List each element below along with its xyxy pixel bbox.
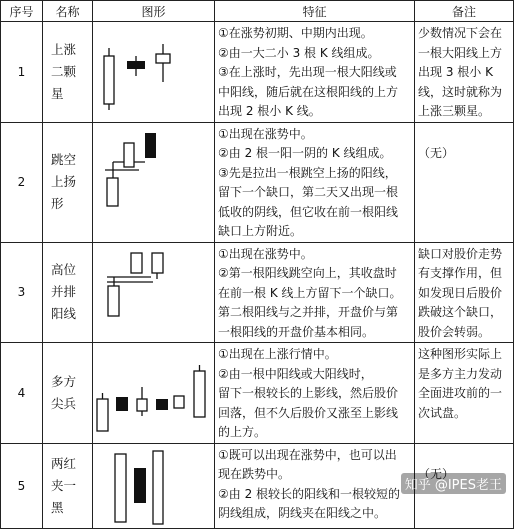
pattern-name [43, 343, 93, 444]
row-number: 5 [1, 443, 43, 528]
pattern-features [215, 443, 415, 528]
watermark: 知乎 @IPES老王 [401, 473, 506, 494]
pattern-features [215, 242, 415, 343]
name-line: 尖兵 [51, 395, 77, 411]
bull-vanguard-candlestick-diagram [93, 345, 215, 440]
note-line: 少数情况下会在 [418, 26, 503, 40]
row-number: 4 [1, 343, 43, 444]
feature-line: 留下一个缺口，第二天又出现一根 [218, 185, 399, 199]
feature-line: ①出现在上涨行情中。 [218, 347, 337, 361]
pattern-figure [93, 22, 215, 123]
note-line: 缺口对股价走势 [418, 246, 503, 261]
pattern-figure [93, 242, 215, 343]
name-line: 星 [51, 85, 64, 101]
feature-line: ②由一大二小 3 根 K 线组成。 [218, 45, 380, 60]
pattern-note [415, 122, 514, 242]
feature-line: 回落，但不久后股价又涨至上影线 [218, 405, 399, 420]
feature-line: ③先是拉出一根跳空上扬的阳线， [218, 165, 397, 180]
side-by-side-white-lines-diagram [93, 244, 215, 341]
feature-line: 的上方。 [218, 425, 267, 439]
note-line: 上涨三颗星。 [418, 104, 491, 118]
name-line: 两红 [51, 455, 77, 471]
pattern-note [415, 22, 514, 123]
header-features: 特征 [215, 1, 415, 22]
table-row [1, 22, 514, 123]
note-line: 全面进攻前的一 [418, 386, 503, 400]
header-num: 序号 [1, 1, 43, 22]
table-row [1, 242, 514, 343]
header-note: 备注 [415, 1, 514, 22]
name-line: 并排 [51, 284, 77, 300]
gap-up-candlestick-diagram [93, 126, 215, 238]
pattern-figure [93, 343, 215, 444]
row-number: 1 [1, 22, 43, 123]
note-line: （无） [418, 146, 455, 160]
feature-line: 中阳线，随后就在这根阳线的上方 [218, 84, 399, 99]
note-line: （无） [418, 467, 455, 481]
name-line: 上扬 [51, 174, 77, 189]
pattern-figure [93, 443, 215, 528]
pattern-features [215, 22, 415, 123]
feature-line: 现在跌势中。 [218, 467, 291, 481]
note-line: 这种图形实际上 [418, 347, 503, 361]
pattern-figure [93, 122, 215, 242]
note-line: 线，这时就称为 [418, 84, 503, 99]
name-line: 上涨 [51, 41, 77, 57]
name-line: 黑 [51, 499, 64, 515]
pattern-note [415, 343, 514, 444]
note-line: 是多方主力发动 [418, 366, 503, 381]
feature-line: ②由一根中阳线或大阳线时， [218, 366, 373, 381]
note-line [418, 125, 510, 145]
feature-line: 出现 2 根小 K 线。 [218, 104, 321, 118]
feature-line: ①在涨势初期、中期内出现。 [218, 26, 373, 40]
header-name: 名称 [43, 1, 93, 22]
pattern-features [215, 122, 415, 242]
feature-line: ②由 2 根一阳一阴的 K 线组成。 [218, 146, 392, 160]
header-figure: 图形 [93, 1, 215, 22]
row-number: 2 [1, 122, 43, 242]
feature-line: 在前一根 K 线上方留下一个缺口。 [218, 285, 402, 300]
note-line: 有支撑作用，但 [418, 266, 503, 280]
three-stars-candlestick-diagram [93, 26, 215, 117]
feature-line: 第二根阳线与之并排，开盘价与第 [218, 305, 399, 319]
header-row [1, 1, 514, 22]
feature-line: ③在上涨时，先出现一根大阳线或 [218, 65, 397, 79]
feature-line: 低收的阴线，但它收在前一根阳线 [218, 204, 399, 219]
name-line: 阳线 [51, 306, 77, 322]
pattern-name [43, 22, 93, 123]
name-line: 跳空 [51, 152, 77, 167]
pattern-name [43, 443, 93, 528]
name-line: 高位 [51, 262, 77, 278]
name-line: 夹一 [51, 477, 77, 493]
feature-line: ①出现在涨势中。 [218, 126, 313, 141]
note-line [418, 446, 510, 466]
table-row [1, 343, 514, 444]
row-number: 3 [1, 242, 43, 343]
note-line: 次试盘。 [418, 405, 467, 420]
name-line: 多方 [51, 373, 77, 389]
pattern-features [215, 343, 415, 444]
name-line: 形 [51, 196, 64, 211]
feature-line: 一根阳线的开盘价基本相同。 [218, 324, 375, 339]
note-line: 一根大阳线上方 [418, 45, 503, 60]
feature-line: ①出现在涨势中。 [218, 246, 313, 261]
note-line: 出现 3 根小 K [418, 65, 493, 79]
name-line: 二颗 [51, 63, 77, 79]
feature-line: ②由 2 根较长的阳线和一根较短的 [218, 486, 401, 501]
note-line: 跌破这个缺口， [418, 305, 503, 319]
pattern-name [43, 242, 93, 343]
note-line: 股价会转弱。 [418, 324, 491, 339]
two-white-one-black-diagram [93, 444, 215, 528]
note-line: 如发现日后股价 [418, 285, 503, 300]
pattern-name [43, 122, 93, 242]
feature-line: 留下一根较长的上影线，然后股价 [218, 386, 399, 400]
feature-line: ①既可以出现在涨势中，也可以出 [218, 447, 397, 462]
pattern-note [415, 242, 514, 343]
feature-line: 阴线组成，阴线夹在阳线之中。 [218, 506, 387, 520]
feature-line: ②第一根阳线跳空向上，其收盘时 [218, 266, 397, 280]
feature-line: 缺口上方附近。 [218, 224, 303, 238]
table-row [1, 122, 514, 242]
